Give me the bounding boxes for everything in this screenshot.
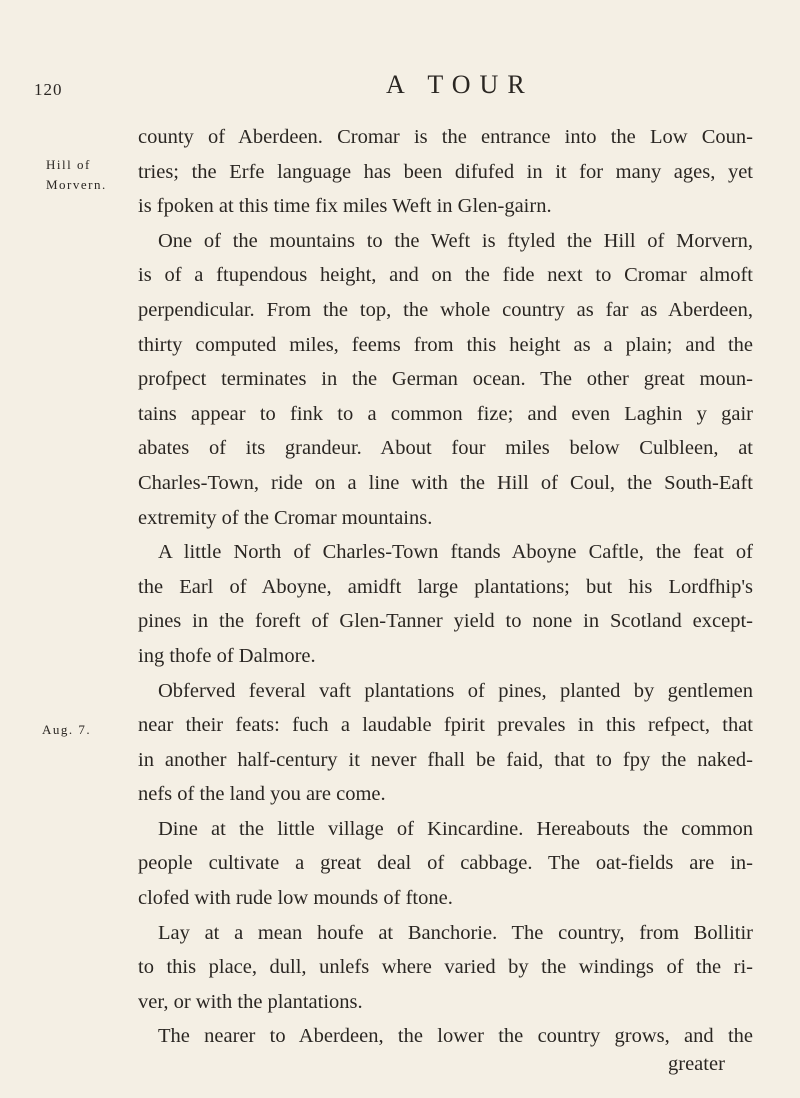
text-line: Lay at a mean houfe at Banchorie. The country, from Bollitir	[158, 921, 753, 944]
text-line: abates of its grandeur. About four miles below Culbleen, at	[138, 437, 753, 460]
text-line: tains appear to fink to a common fize; and even Laghin y gair	[138, 402, 753, 425]
text-line: pines in the foreft of Glen-Tanner yield to none in Scotland except-	[138, 610, 753, 633]
margin-note-hill-of-morvern	[46, 155, 107, 195]
text-line: clofed with rude low mounds of ftone.	[138, 887, 453, 910]
margin-note-date	[42, 720, 91, 740]
body-text	[138, 120, 753, 1054]
text-line: is fpoken at this time fix miles Weft in Glen-gairn.	[138, 195, 552, 218]
text-line: people cultivate a great deal of cabbage. The oat-fields are in-	[138, 852, 753, 875]
text-line: in another half-century it never fhall be faid, that to fpy the naked-	[138, 748, 753, 771]
margin-note-line: Aug. 7.	[42, 722, 92, 737]
text-line: is of a ftupendous height, and on the fide next to Cromar almoft	[138, 264, 753, 287]
text-line: Charles-Town, ride on a line with the Hill of Coul, the South-Eaft	[138, 471, 753, 494]
text-line: The nearer to Aberdeen, the lower the country grows, and the	[158, 1025, 753, 1048]
text-line: near their feats: fuch a laudable fpirit prevales in this refpect, that	[138, 714, 753, 737]
page-number: 120	[34, 80, 63, 99]
text-line: thirty computed miles, feems from this height as a plain; and the	[138, 333, 753, 356]
text-line: to this place, dull, unlefs where varied by the windings of the ri-	[138, 956, 753, 979]
text-line: nefs of the land you are come.	[138, 783, 386, 806]
text-line: county of Aberdeen. Cromar is the entrance into the Low Coun-	[138, 126, 753, 148]
text-line: profpect terminates in the German ocean. The other great moun-	[138, 368, 753, 391]
margin-note-line: Hill of	[46, 157, 91, 172]
text-line: A little North of Charles-Town ftands Aboyne Caftle, the feat of	[158, 541, 753, 564]
catchword: greater	[668, 1053, 725, 1075]
text-line: ing thofe of Dalmore.	[138, 644, 316, 667]
margin-note-line: Morvern.	[46, 177, 107, 192]
text-line: One of the mountains to the Weft is ftyled the Hill of Morvern,	[158, 229, 753, 252]
text-line: tries; the Erfe language has been difufed in it for many ages, yet	[138, 160, 753, 183]
text-line: extremity of the Cromar mountains.	[138, 506, 433, 529]
text-line: ver, or with the plantations.	[138, 990, 363, 1013]
text-line: perpendicular. From the top, the whole country as far as Aberdeen,	[138, 298, 753, 321]
text-line: Obferved feveral vaft plantations of pines, planted by gentlemen	[158, 679, 753, 702]
text-line: Dine at the little village of Kincardine. Hereabouts the common	[158, 817, 753, 840]
running-head: A TOUR	[386, 70, 534, 99]
text-line: the Earl of Aboyne, amidft large plantations; but his Lordfhip's	[138, 575, 753, 598]
